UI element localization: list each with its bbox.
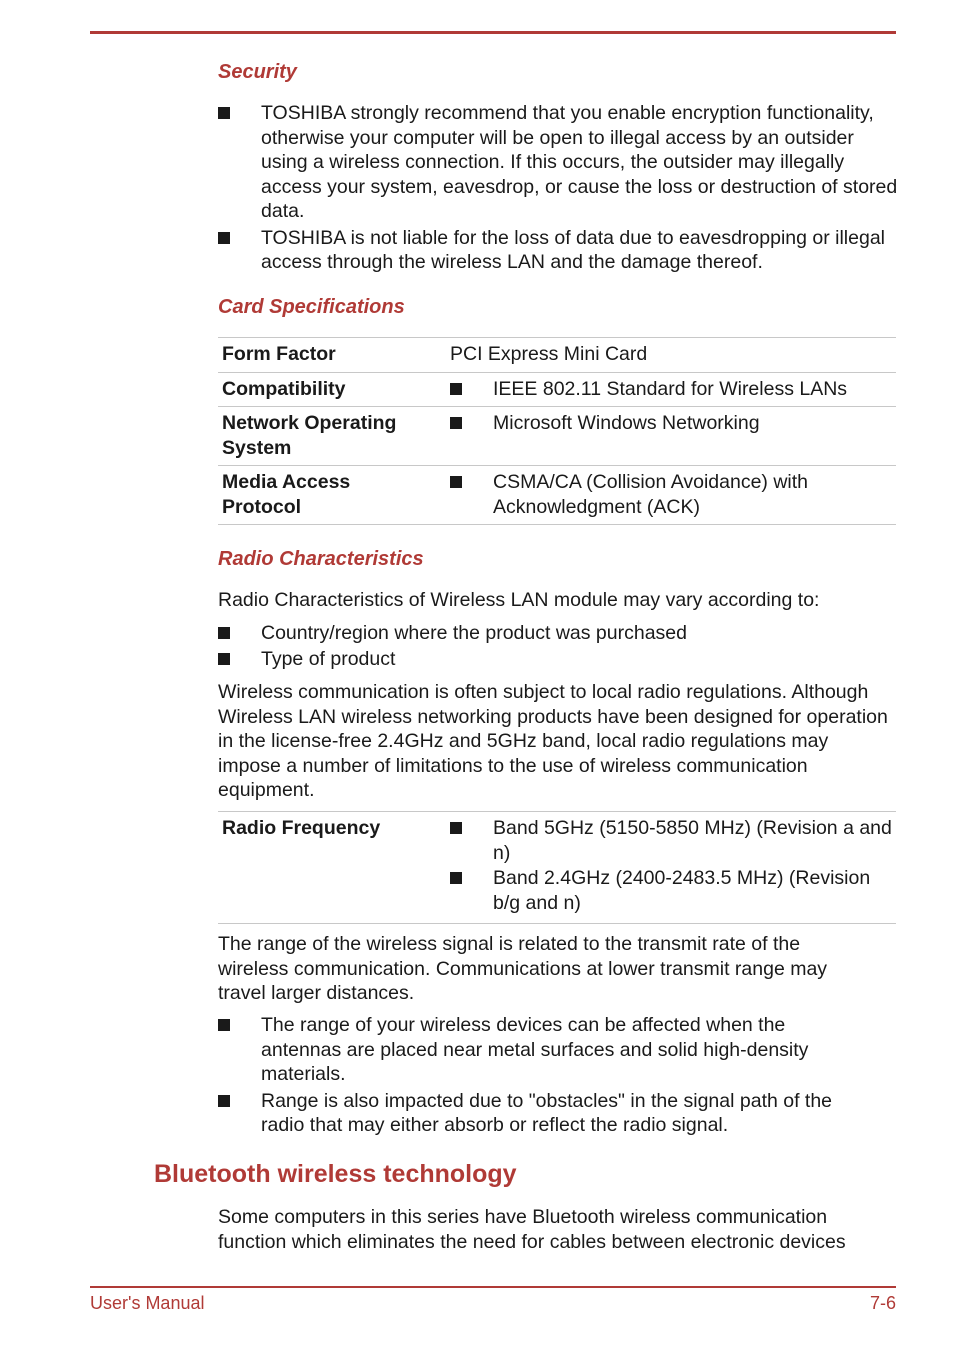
range-para: The range of the wireless signal is related to the transmit rate of the wireless communication. Communications at lower transmit range may travel larger distances. — [218, 933, 828, 1004]
row-value: Band 5GHz (5150-5850 MHz) (Revision a and n) Band 2.4GHz (2400-2483.5 MHz) (Revision b/g and n) — [442, 812, 896, 924]
list-item: TOSHIBA strongly recommend that you enable encryption functionality, otherwise your computer will be open to illegal access by an outsider using a wireless connection. If this occurs, the outsider may illegally access your system, eavesdrop, or cause the loss or destruction of stored data. — [218, 101, 898, 224]
list-item: Type of product — [218, 647, 898, 672]
row-label: Compatibility — [222, 377, 346, 400]
bluetooth-para: Some computers in this series have Bluetooth wireless communication function which eliminates the need for cables between electronic devices — [218, 1206, 846, 1253]
row-value: IEEE 802.11 Standard for Wireless LANs — [442, 372, 896, 407]
header-rule — [90, 31, 896, 34]
security-heading: Security — [218, 61, 297, 83]
table-row — [218, 372, 896, 407]
card-specifications-heading: Card Specifications — [218, 296, 405, 318]
bullet-icon — [450, 476, 462, 488]
bullet-icon — [218, 653, 230, 665]
bluetooth-heading: Bluetooth wireless technology — [154, 1160, 517, 1188]
row-value: Microsoft Windows Networking — [442, 407, 896, 466]
footer-rule — [90, 1286, 896, 1288]
radio-characteristics-heading: Radio Characteristics — [218, 548, 424, 570]
list-item: The range of your wireless devices can be affected when the antennas are placed near metal surfaces and solid high-density materials. — [218, 1013, 858, 1087]
bullet-icon — [218, 627, 230, 639]
bullet-icon — [218, 1019, 230, 1031]
bullet-icon — [218, 1095, 230, 1107]
row-label: Network Operating System — [222, 412, 397, 459]
table-row — [218, 812, 896, 924]
bullet-icon — [450, 822, 462, 834]
page-number: 7-6 — [869, 1293, 896, 1313]
security-list — [218, 101, 898, 275]
radio-frequency-table — [218, 811, 896, 924]
bullet-icon — [450, 417, 462, 429]
bullet-icon — [450, 383, 462, 395]
list-item: TOSHIBA is not liable for the loss of data due to eavesdropping or illegal access through the wireless LAN and the damage thereof. — [218, 226, 898, 275]
footer-manual-title: User's Manual — [90, 1293, 205, 1313]
row-value: CSMA/CA (Collision Avoidance) with Acknowledgment (ACK) — [442, 466, 896, 525]
table-row — [218, 466, 896, 525]
row-label: Media Access Protocol — [222, 471, 351, 518]
range-list — [218, 1013, 858, 1138]
radio-list — [218, 621, 898, 671]
card-spec-table — [218, 337, 896, 525]
table-row — [218, 407, 896, 466]
radio-intro: Radio Characteristics of Wireless LAN module may vary according to: — [218, 589, 820, 611]
table-row — [218, 338, 896, 373]
row-label: Radio Frequency — [222, 817, 381, 839]
bullet-icon — [218, 107, 230, 119]
list-item: Range is also impacted due to "obstacles" in the signal path of the radio that may either absorb or reflect the radio signal. — [218, 1089, 858, 1138]
row-label: Form Factor — [222, 343, 336, 365]
radio-regulations-para: Wireless communication is often subject to local radio regulations. Although Wireless LAN wireless networking products have been designed for operation in the license-free 2.4GHz and 5GHz band, local radio regulations may impose a number of limitations to the use of wireless communication equipment. — [218, 681, 888, 801]
bullet-icon — [218, 232, 230, 244]
list-item: Country/region where the product was purchased — [218, 621, 898, 646]
row-value: PCI Express Mini Card — [450, 343, 648, 365]
bullet-icon — [450, 872, 462, 884]
